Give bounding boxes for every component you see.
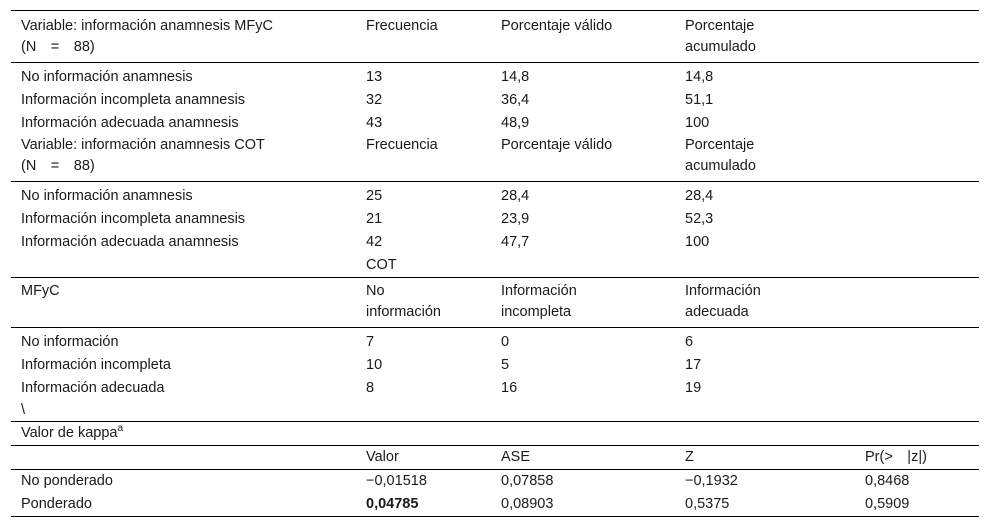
cell-porcentaje-acumulado: 14,8 [685,69,714,85]
cell-ase: 0,07858 [501,473,554,489]
cot-variable-header [11,135,366,177]
kappa-col-pr: Pr(> |z|) [865,449,927,465]
row-label: No ponderado [21,473,113,489]
cell-porcentaje-valido: 48,9 [501,115,530,131]
cross-cot-label: COT [366,257,397,273]
mfyc-porcentaje-valido-header: Porcentaje válido [501,18,613,34]
cell-frecuencia: 13 [366,69,383,85]
cross-col-no-informacion [366,281,501,323]
mfyc-variable-title: Variable: información anamnesis MFyC [21,18,273,34]
cot-pct-acum-line2: acumulado [685,158,756,174]
cell-frecuencia: 21 [366,211,383,227]
cell-no-informacion: 7 [366,334,375,350]
row-label: Información incompleta anamnesis [21,92,246,108]
cross-col2-line1: Información [501,283,577,299]
results-table [11,10,979,517]
cell-pr: 0,5909 [865,496,910,512]
cross-col2-line2: incompleta [501,304,572,320]
cell-z: 0,5375 [685,496,730,512]
cell-pr: 0,8468 [865,473,910,489]
cot-variable-n: (N = 88) [21,158,95,174]
cross-cot-row [11,254,979,277]
mfyc-pct-acum-line2: acumulado [685,39,756,55]
row-label: No información anamnesis [21,188,193,204]
table-row [11,112,979,135]
table-row [11,377,979,400]
kappa-title-text: Valor de kappa [21,425,118,441]
cell-informacion-incompleta: 16 [501,380,518,396]
mfyc-frecuencia-header: Frecuencia [366,18,438,34]
cell-porcentaje-valido: 28,4 [501,188,530,204]
table-row [11,470,979,493]
table-row [11,354,979,377]
table-row [11,493,979,517]
cross-header-row [11,277,979,328]
row-label: Información adecuada anamnesis [21,115,239,131]
cot-porcentaje-acumulado-header [685,135,865,177]
cell-no-informacion: 10 [366,357,383,373]
stray-row [11,400,979,421]
cross-col-informacion-incompleta [501,281,685,323]
cell-ase: 0,08903 [501,496,554,512]
cell-frecuencia: 25 [366,188,383,204]
mfyc-pct-acum-line1: Porcentaje [685,18,755,34]
kappa-col-valor: Valor [366,449,399,465]
kappa-col-z: Z [685,449,694,465]
cross-col-informacion-adecuada [685,281,865,323]
mfyc-header-row [11,10,979,63]
cell-porcentaje-acumulado: 52,3 [685,211,714,227]
cell-porcentaje-acumulado: 28,4 [685,188,714,204]
cell-porcentaje-valido: 47,7 [501,234,530,250]
cell-porcentaje-valido: 23,9 [501,211,530,227]
table-row [11,89,979,112]
cell-porcentaje-valido: 36,4 [501,92,530,108]
cell-porcentaje-acumulado: 100 [685,234,710,250]
cell-valor: 0,04785 [366,496,419,512]
table-row [11,331,979,354]
cross-col1-line2: información [366,304,441,320]
cell-informacion-adecuada: 19 [685,380,702,396]
cot-frecuencia-header: Frecuencia [366,137,438,153]
row-label: Información adecuada [21,380,165,396]
mfyc-porcentaje-acumulado-header [685,16,865,58]
cell-frecuencia: 32 [366,92,383,108]
mfyc-variable-header [11,16,366,58]
cross-col3-line1: Información [685,283,761,299]
kappa-title [11,422,366,445]
table-row [11,185,979,208]
cell-informacion-incompleta: 0 [501,334,510,350]
cell-informacion-adecuada: 6 [685,334,694,350]
cell-valor: −0,01518 [366,473,427,489]
cell-porcentaje-acumulado: 100 [685,115,710,131]
row-label: Ponderado [21,496,92,512]
cross-col3-line2: adecuada [685,304,749,320]
cell-porcentaje-valido: 14,8 [501,69,530,85]
table-row [11,208,979,231]
kappa-col-ase: ASE [501,449,531,465]
kappa-header-row [11,445,979,470]
table-row [11,231,979,254]
row-label: No información [21,334,119,350]
stray-backslash: \ [21,402,26,418]
row-label: Información incompleta anamnesis [21,211,246,227]
cot-variable-title: Variable: información anamnesis COT [21,137,265,153]
row-label: Información incompleta [21,357,171,373]
cell-z: −0,1932 [685,473,738,489]
kappa-footnote-mark: a [117,423,124,435]
mfyc-variable-n: (N = 88) [21,39,95,55]
cell-informacion-incompleta: 5 [501,357,510,373]
row-label: Información adecuada anamnesis [21,234,239,250]
cross-mfyc-label: MFyC [21,283,60,299]
cell-porcentaje-acumulado: 51,1 [685,92,714,108]
row-label: No información anamnesis [21,69,193,85]
cell-no-informacion: 8 [366,380,375,396]
cross-col1-line1: No [366,283,385,299]
kappa-title-row [11,421,979,445]
cell-frecuencia: 42 [366,234,383,250]
cot-pct-acum-line1: Porcentaje [685,137,755,153]
cell-informacion-adecuada: 17 [685,357,702,373]
cot-header-row [11,135,979,182]
table-row [11,66,979,89]
cot-porcentaje-valido-header: Porcentaje válido [501,137,613,153]
cell-frecuencia: 43 [366,115,383,131]
